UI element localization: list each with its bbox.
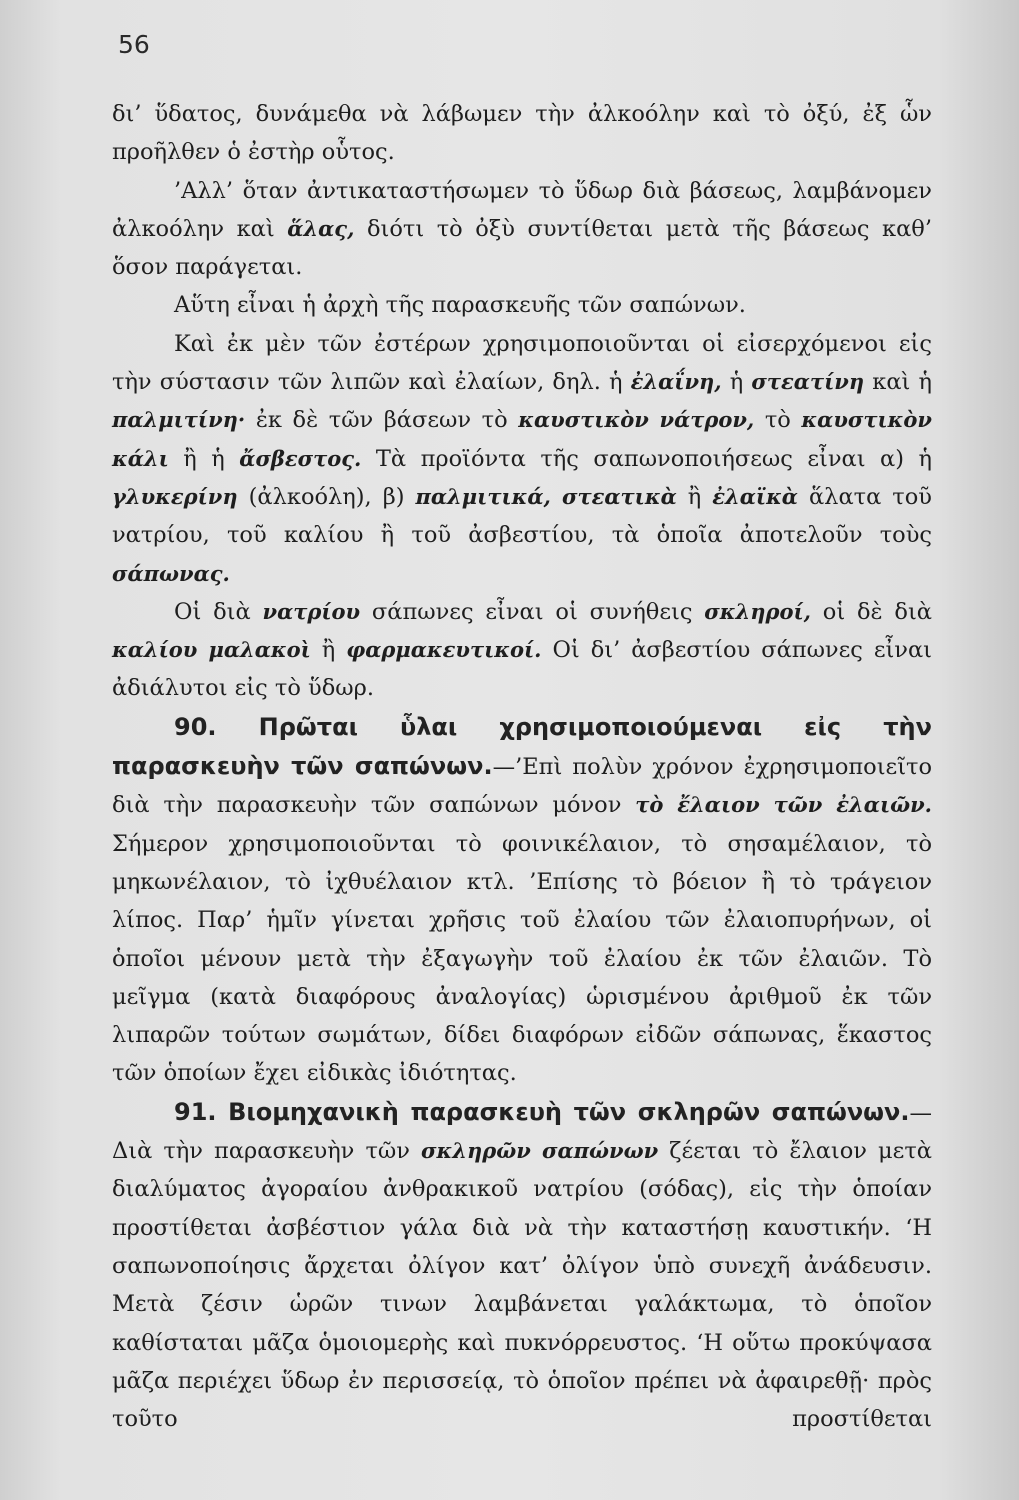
- text-run: Αὕτη εἶναι ἡ ἀρχὴ τῆς παρασκευῆς τῶν σαπώνων.: [174, 292, 746, 319]
- emphasis: στεατίνη: [751, 369, 865, 395]
- section-90: [112, 708, 932, 1093]
- text-run: ἢ ἡ: [168, 445, 240, 472]
- text-run: ἢ: [310, 637, 347, 664]
- text-run: Οἱ δι’ ἀσβεστίου σάπωνες εἶναι ἀδιάλυτοι εἰς τὸ ὕδωρ.: [112, 637, 932, 702]
- emphasis: σάπωνας.: [112, 560, 230, 586]
- emphasis: ἄσβεστος.: [239, 445, 362, 471]
- text-run: οἱ δὲ διὰ: [810, 598, 932, 625]
- emphasis: καυστικὸν νάτρον,: [518, 407, 755, 433]
- text-run: δι’ ὕδατος, δυνάμεθα νὰ λάβωμεν τὴν ἀλκοόλην καὶ τὸ ὀξύ, ἐξ ὧν προῆλθεν ὁ ἐστὴρ οὗτος.: [112, 101, 932, 166]
- emphasis: ἐλαϊκὰ: [712, 483, 798, 509]
- emphasis: σκληρῶν σαπώνων: [421, 1138, 659, 1164]
- text-run: Τὰ προϊόντα τῆς σαπωνοποιήσεως εἶναι α) ἡ: [361, 445, 933, 472]
- paragraph: [112, 172, 932, 287]
- text-run: διότι τὸ ὀξὺ συντίθεται μετὰ τῆς βάσεως καθ’ ὅσον παράγεται.: [112, 215, 932, 281]
- text-run: Οἱ διὰ: [174, 598, 263, 625]
- text-run: ἡ: [721, 369, 752, 396]
- emphasis: γλυκερίνη: [112, 483, 238, 509]
- text-run: —’Επὶ πολὺν χρόνον ἐχρησιμοποιεῖτο διὰ τὴν παρασκευὴν τῶν σαπώνων μόνον: [112, 754, 933, 819]
- text-run: ἐκ δὲ τῶν βάσεων τὸ: [245, 407, 519, 434]
- emphasis: σκληροί,: [704, 598, 811, 624]
- emphasis: ἅλας,: [287, 215, 355, 241]
- text-run: Καὶ ἐκ μὲν τῶν ἐστέρων χρησιμοποιοῦνται οἱ εἰσερχόμενοι εἰς τὴν σύστασιν τῶν λιπῶν καὶ ἐλαίων, δηλ. ἡ: [112, 330, 932, 396]
- body-text: [112, 95, 932, 1438]
- text-run: — Διὰ τὴν παρασκευὴν τῶν: [112, 1099, 932, 1165]
- emphasis: ἐλαΐνη,: [630, 369, 722, 395]
- page-number: 56: [118, 30, 150, 59]
- emphasis: τὸ ἔλαιον τῶν ἐλαιῶν.: [635, 792, 932, 818]
- text-run: τὸ: [754, 407, 802, 434]
- text-run: ἅλατα τοῦ νατρίου, τοῦ καλίου ἢ τοῦ ἀσβεστίου, τὰ ὁποῖα ἀποτελοῦν τοὺς: [112, 483, 932, 549]
- paragraph: [112, 593, 932, 708]
- section-91: [112, 1093, 932, 1439]
- emphasis: καλίου μαλακοὶ: [112, 637, 311, 663]
- emphasis: καυστικὸν κάλι: [112, 407, 932, 471]
- text-run: σάπωνες εἶναι οἱ συνήθεις: [360, 598, 705, 625]
- text-run: (ἀλκοόλη), β): [237, 483, 416, 510]
- emphasis: νατρίου: [262, 598, 361, 624]
- emphasis: παλμιτικά, στεατικὰ: [415, 483, 677, 509]
- text-run: Σήμερον χρησιμοποιοῦνται τὸ φοινικέλαιον, τὸ σησαμέλαιον, τὸ μηκωνέλαιον, τὸ ἰχθυέλαιον κτλ. ’Επίσης τὸ βόειον ἢ τὸ τράγειον λίπος. Παρ’ ἡμῖν γίνεται χρῆσις τοῦ ἐλαίου τῶν ἐλαιοπυρήνων, οἱ ὁποῖοι μένουν μετὰ τὴν ἐξαγωγὴν τοῦ ἐλαίου ἐκ τῶν ἐλαιῶν. Τὸ μεῖγμα (κατὰ διαφόρους ἀναλογίας) ὡρισμένου ἀριθμοῦ ἐκ τῶν λιπαρῶν τούτων σωμάτων, δίδει διαφόρων εἰδῶν σάπωνας, ἕκαστος τῶν ὁποίων ἔχει εἰδικὰς ἰδιότητας.: [112, 830, 932, 1087]
- text-run: καὶ ἡ: [864, 369, 932, 396]
- section-heading: 90. Πρῶται ὗλαι χρησιμοποιούμεναι εἰς τὴν παρασκευὴν τῶν σαπώνων.: [112, 712, 932, 781]
- text-run: ’Αλλ’ ὅταν ἀντικαταστήσωμεν τὸ ὕδωρ διὰ βάσεως, λαμβάνομεν ἀλκοόλην καὶ: [112, 177, 932, 242]
- text-run: ζέεται τὸ ἔλαιον μετὰ διαλύματος ἀγοραίου ἀνθρακικοῦ νατρίου (σόδας), εἰς τὴν ὁποίαν προστίθεται ἀσβέστιον γάλα διὰ νὰ τὴν καταστήσῃ καυστικήν. ‘Η σαπωνοποίησις ἄρχεται ὀλίγον κατ’ ὀλίγον ὑπὸ συνεχῆ ἀνάδευσιν. Μετὰ ζέσιν ὡρῶν τινων λαμβάνεται γαλάκτωμα, τὸ ὁποῖον καθίσταται μᾶζα ὁμοιομερὴς καὶ πυκνόρρευστος. ‘Η οὕτω προκύψασα μᾶζα περιέχει ὕδωρ ἐν περισσείᾳ, τὸ ὁποῖον πρέπει νὰ ἀφαιρεθῇ· πρὸς τοῦτο προστίθεται: [112, 1138, 932, 1433]
- paragraph-continued: [112, 95, 932, 172]
- section-heading: 91. Βιομηχανικὴ παρασκευὴ τῶν σκληρῶν σαπώνων.: [174, 1097, 910, 1126]
- emphasis: φαρμακευτικοί.: [346, 637, 542, 663]
- text-run: ἢ: [676, 483, 713, 510]
- emphasis: παλμιτίνη·: [112, 407, 246, 433]
- paragraph: [112, 286, 932, 324]
- paragraph: [112, 325, 932, 593]
